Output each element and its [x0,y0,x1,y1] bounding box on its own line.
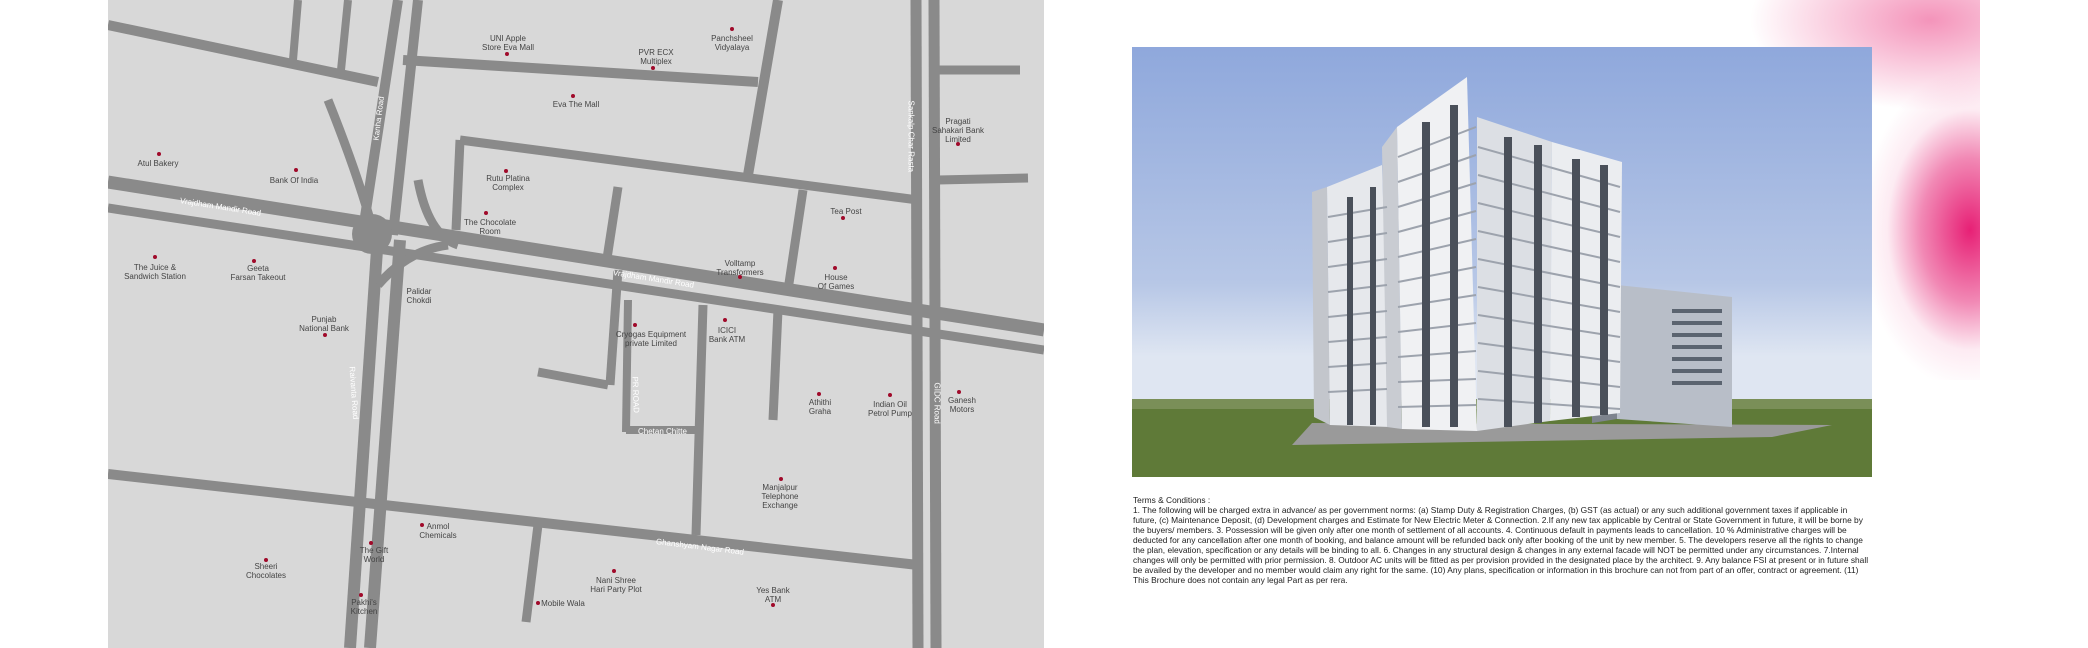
location-map [108,0,1044,648]
location-pin [888,393,892,397]
location-pin [252,259,256,263]
location-pin [817,392,821,396]
location-pin [153,255,157,259]
road-label: Sankalp Char Rasta [906,100,916,173]
location-pin [536,601,540,605]
building-illustration [1132,47,1872,477]
location-pin [833,266,837,270]
place-label: Palidar Chokdi [406,287,432,305]
location-pin [723,318,727,322]
place-label: The Gift World [359,546,389,564]
place-label: Nani Shree Hari Party Plot [590,576,642,594]
road-label: Raivanta Road [347,366,361,420]
location-pin [651,66,655,70]
place-label: Geeta Farsan Takeout [230,264,286,282]
terms-heading: Terms & Conditions : [1133,495,1211,505]
location-pin [157,152,161,156]
place-label: Mobile Wala [541,599,585,608]
place-label: Volltamp Transformers [716,259,764,277]
place-label: Atul Bakery [137,159,179,168]
location-pin [633,323,637,327]
location-pin [841,216,845,220]
location-pin [612,569,616,573]
place-label: Cryogas Equipment private Limited [615,330,687,348]
terms-body: 1. The following will be charged extra in advance/ as per government norms: (a) Stamp Duty & Registration Charges, (b) GST (as actual) or any such additional government taxes if applicable in future, (c) Maintenance Deposit, (d) Development charges and Estimate for New Electric Meter & Connection. 2.If any new tax applicable by Central or State Government in future, it will be borne by the buyers/ members. 3. Possession will be given only after one month of settlement of all accounts. 4. Continuous default in payments leads to cancellation. 10 % Administrative charges will be deducted for any cancellation after one month of booking, and balance amount will be refunded back only after booking of the unit by new member. 5. The developers reserve all the rights to change the plan, elevation, specification or any details will be binding to all. 6. Changes in any structural design & changes in any external facade will NOT be permitted under any circumstances. 7.Internal changes will only be permitted with prior permission. 8. Outdoor AC units will be fitted as per provision provided in the designated place by the architect. 9. Any balance FSI at present or in future shall be availed by the developer and no member would claim any right for the same. (10) Any plans, specification or information in this brochure can not from part of an offer, contract or agreement. (11) This Brochure does not contain any legal Part as per rera. [1133,505,1869,585]
place-label: Athithi Graha [808,398,832,416]
location-pin [359,593,363,597]
place-label: Ganesh Motors [947,396,977,414]
road-label: Vrajdham Mandir Road [612,268,695,290]
place-label: Indian Oil Petrol Pump [867,400,913,418]
location-pin [504,169,508,173]
road-label: Vrajdham Mandir Road [179,196,262,218]
brochure-page [1044,0,1980,648]
place-label: Panchsheel Vidyalaya [711,34,753,52]
place-label: Anmol Chemicals [419,522,457,540]
road-label: GIDC Road [932,382,942,424]
place-label: Pragati Sahakari Bank Limited [931,117,985,144]
location-pin [369,541,373,545]
place-label: The Juice & Sandwich Station [124,263,186,281]
place-label: Rutu Platina Complex [486,174,530,192]
road-label: Chetan Chitte [638,427,687,436]
place-label: House Of Games [817,273,855,291]
building-rendering [1132,47,1872,477]
place-label: Punjab National Bank [299,315,349,333]
place-label: Pakhi's Kitchen [350,598,378,616]
place-label: Tea Post [830,207,862,216]
place-label: Sheeri Chocolates [245,562,287,580]
location-pin [484,211,488,215]
location-pin [323,333,327,337]
road-label: PR ROAD [630,376,641,414]
road-label: Ghanshyam Nagar Road [655,537,745,557]
location-pin [957,390,961,394]
place-label: ICICI Bank ATM [708,326,746,344]
location-pin [505,52,509,56]
location-pin [779,477,783,481]
place-label: PVR ECX Multiplex [638,48,674,66]
location-pin [730,27,734,31]
location-pin [294,168,298,172]
place-label: Eva The Mall [552,100,600,109]
terms-and-conditions [1133,495,1873,585]
place-label: Yes Bank ATM [756,586,790,604]
road-network [108,0,1044,648]
place-label: Bank Of India [269,176,319,185]
location-pin [571,94,575,98]
place-label: UNI Apple Store Eva Mall [481,34,535,52]
place-label: The Chocolate Room [463,218,517,236]
road-label: Kanha Road [371,95,386,142]
place-label: Manjalpur Telephone Exchange [761,483,799,510]
